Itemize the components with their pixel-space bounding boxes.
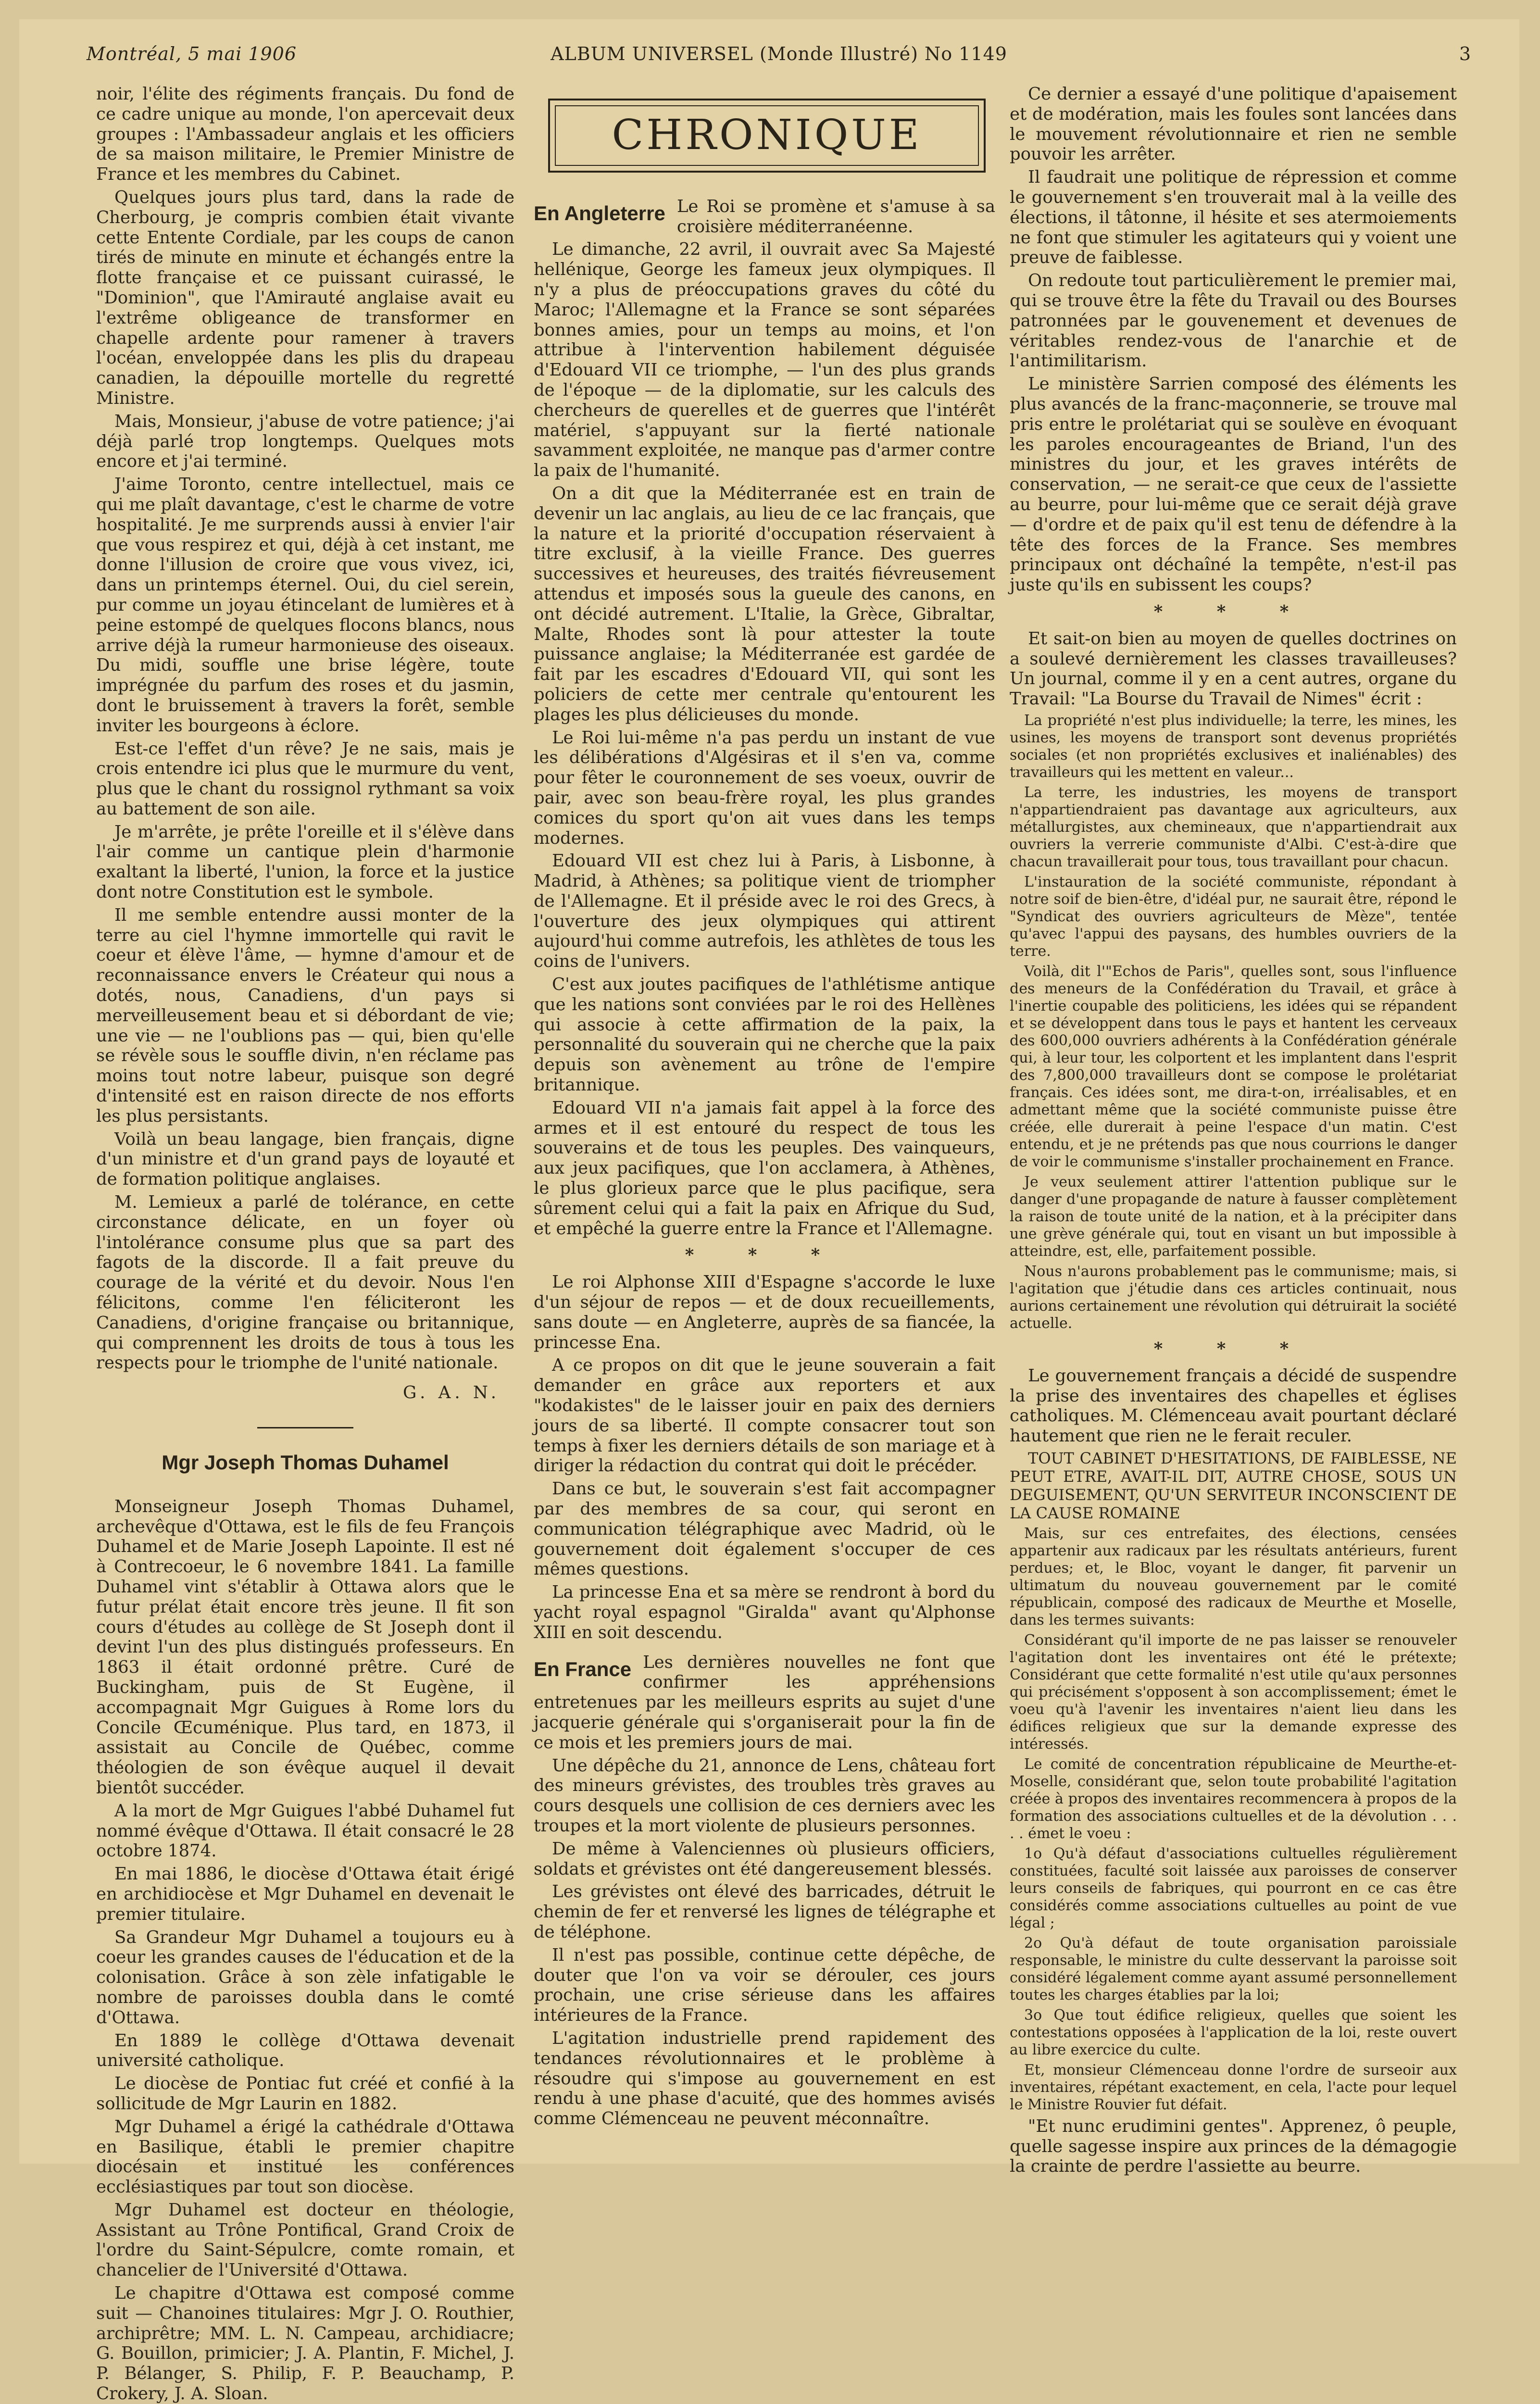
paragraph: 1o Qu'à défaut d'associations cultuelles régulièrement constituées, faculté soit laissée aux paroisses de conserver leurs conseils de fabriques, qui pourront en ce cas être considérés comme associations cultuelles au point de vue légal ; (1010, 1845, 1457, 1931)
lemieux-speech (96, 84, 514, 1373)
paragraph: La terre, les industries, les moyens de transport n'appartiendraient pas davantage aux agriculteurs, aux métallurgistes, aux chemineaux, que n'appartiendrait aux ouvriers la verrerie communiste d'Albi. C'est-à-dire que chacun travaillerait pour tous, tous travaillant pour chacun. (1010, 784, 1457, 870)
paragraph: Edouard VII n'a jamais fait appel à la force des armes et il est entouré du respect de tous les souverains et de tous les peuples. Des vainqueurs, aux jeux pacifiques, que l'on acclamera, à Athènes, le plus glorieux parce que le plus pacifique, sera sûrement celui qui a fait la paix en Afrique du Sud, et empêché la guerre entre la France et l'Allemagne. (534, 1098, 995, 1239)
paragraph: noir, l'élite des régiments français. Du fond de ce cadre unique au monde, l'on apercevait deux groupes : l'Ambassadeur anglais et les officiers de sa maison militaire, le Premier Ministre de France et les membres du Cabinet. (96, 84, 514, 185)
paragraph: Le comité de concentration républicaine de Meurthe-et-Moselle, considérant que, selon toute probabilité l'agitation créée à propos des inventaires recommencera à propos de la formation des associations cultuelles et de la dévolution . . . . . émet le voeu : (1010, 1755, 1457, 1842)
paragraph: Le dimanche, 22 avril, il ouvrait avec Sa Majesté hellénique, George les fameux jeux olympiques. Il n'y a plus de préoccupations graves du côté du Maroc; l'Allemagne et la France se sont séparées bonnes amies, pour un temps au moins, et l'on attribue à l'intervention habilement déguisée d'Edouard VII ce triomphe, — l'un des plus grands de l'époque — de la diplomatie, sur les calculs des chercheurs de querelles et de guerres que l'intérêt matériel, s'appuyant sur la fierté nationale savamment exploitée, ne manque pas d'armer contre la paix de l'humanité. (534, 239, 995, 481)
paragraph: Voilà un beau langage, bien français, digne d'un ministre et d'un grand pays de loyauté et de formation politique anglaises. (96, 1129, 514, 1189)
resolution-excerpt (1010, 1525, 1457, 2114)
header-title: ALBUM UNIVERSEL (Monde Illustré) No 1149 (551, 43, 1007, 64)
paragraph: Le Roi se promène et s'amuse à sa croisière méditerranéenne. (676, 196, 995, 237)
paragraph: Et sait-on bien au moyen de quelles doctrines on a soulevé dernièrement les classes travailleuses? Un journal, comme il y en a cent autres, organe du Travail: "La Bourse du Travail de Nimes" écrit : (1010, 628, 1457, 709)
paragraph: Sa Grandeur Mgr Duhamel a toujours eu à coeur les grandes causes de l'éducation et de la colonisation. Grâce à son zèle infatigable le nombre de paroisses doubla dans le comté d'Ottawa. (96, 1927, 514, 2028)
paragraph: Le ministère Sarrien composé des éléments les plus avancés de la franc-maçonnerie, se trouve mal pris entre le prolétariat qui se soulève en évoquant les paroles encourageantes de Briand, l'un des ministres du jour, et les graves intérêts de conservation, — ne serait-ce que ceux de l'assiette au beurre, pour lui-même que ce serait déjà grave — d'ordre et de paix qu'il est tenu de défendre à la tête des forces de la France. Ses membres principaux ont déchaîné la tempête, n'est-il pas juste qu'ils en subissent les coups? (1010, 374, 1457, 595)
header-page-number: 3 (1459, 43, 1471, 64)
paragraph: Voilà, dit l'"Echos de Paris", quelles sont, sous l'influence des meneurs de la Confédération du Travail, et grâce à l'inertie coupable des politiciens, les idées qui se répandent et se développent dans tous le pays et hantent les cerveaux des 600,000 ouvriers adhérents à la Confédération générale qui, à leur tour, les colportent et les implantent dans l'esprit des 7,800,000 travailleurs dont se compose le prolétariat français. Ces idées sont, me dira-t-on, irréalisables, et en admettant même que la société communiste puisse être créée, elle durerait à peine l'espace d'un matin. C'est entendu, et je ne prétends pas que nous courrions le danger de voir le communisme s'installer prochainement en France. (1010, 963, 1457, 1170)
paragraph: De même à Valenciennes où plusieurs officiers, soldats et grévistes ont été dangereusement blessés. (534, 1839, 995, 1879)
column-left (96, 84, 514, 2404)
france-section (534, 1653, 995, 2129)
chronique-title: CHRONIQUE (555, 105, 979, 166)
paragraph: A la mort de Mgr Guigues l'abbé Duhamel fut nommé évêque d'Ottawa. Il était consacré le 28 octobre 1874. (96, 1801, 514, 1861)
paragraph: Mais, sur ces entrefaites, des élections, censées appartenir aux radicaux par les résultats antérieurs, furent perdues; et, le Bloc, voyant le danger, fit parvenir un ultimatum du nouveau gouvernement par le comité républicain, composé des radicaux de Meurthe et Moselle, dans les termes suivants: (1010, 1525, 1457, 1628)
paragraph: Je m'arrête, je prête l'oreille et il s'élève dans l'air comme un cantique plein d'harmonie exaltant la liberté, l'union, la force et la justice dont notre Constitution est le symbole. (96, 822, 514, 902)
paragraph: Je veux seulement attirer l'attention publique sur le danger d'une propagande de nature à fausser complètement la raison de toute unité de la nation, et à la précipiter dans une grève générale qui, tout en visant un but impossible à atteindre, est, elle, parfaitement possible. (1010, 1173, 1457, 1260)
paragraph: Considérant qu'il importe de ne pas laisser se renouveler l'agitation dont les inventaires ont été le prétexte; Considérant que cette formalité n'est utile qu'aux personnes qui précisément s'opposent à son accomplissement; émet le voeu qu'à l'avenir les inventaires n'aient lieu dans les édifices religieux que sur la demande expresse des intéressés. (1010, 1631, 1457, 1753)
newspaper-page (19, 19, 1519, 2404)
paragraph: Monseigneur Joseph Thomas Duhamel, archevêque d'Ottawa, est le fils de feu François Duhamel et de Marie Joseph Lapointe. Il est né à Contrecoeur, le 6 novembre 1841. La famille Duhamel vint s'établir à Ottawa alors que le futur prélat était encore très jeune. Il fit son cours d'études au collège de St Joseph dont il devint l'un des plus distingués professeurs. En 1863 il était ordonné prêtre. Curé de Buckingham, puis de St Eugène, il accompagnait Mgr Guigues à Rome lors du Concile Œcuménique. Plus tard, en 1873, il assistait au Concile de Québec, comme théologien de son évêque auquel il devait bientôt succéder. (96, 1496, 514, 1798)
paragraph: Nous n'aurons probablement pas le communisme; mais, si l'agitation que j'étudie dans ces articles continuait, nous aurions certainement une révolution qui détruirait la société actuelle. (1010, 1263, 1457, 1332)
paragraph: Il me semble entendre aussi monter de la terre au ciel l'hymne immortelle qui ravit le coeur et élève l'âme, — hymne d'amour et de reconnaissance envers le Créateur qui nous a dotés, nous, Canadiens, d'un pays si merveilleusement beau et si débordant de vie; une vie — ne l'oublions pas — qui, bien qu'elle se révèle sous le souffle divin, n'en réclame pas moins tout notre labeur, puisque son degré d'intensité est en raison directe de nos efforts les plus persistants. (96, 905, 514, 1126)
paragraph: L'agitation industrielle prend rapidement des tendances révolutionnaires et le problème à résoudre qui s'impose au gouvernement en est rendu à une phase d'acuité, que des hommes avisés comme Clémenceau ne peuvent méconnaître. (534, 2028, 995, 2129)
rubric-england: En Angleterre (534, 201, 665, 225)
england-section (534, 197, 995, 1239)
paragraph: L'instauration de la société communiste, répondant à notre soif de bien-être, d'idéal pur, ne saurait être, répond le "Syndicat des ouvriers agriculteurs de Mèze", tentée qu'avec l'appui des paysans, des humbles ouvriers de la terre. (1010, 873, 1457, 960)
paragraph: La princesse Ena et sa mère se rendront à bord du yacht royal espagnol "Giralda" avant qu'Alphonse XIII en soit descendu. (534, 1582, 995, 1642)
france-continued (1010, 84, 1457, 595)
paragraph: Ce dernier a essayé d'une politique d'apaisement et de modération, mais les foules sont lancées dans le mouvement révolutionnaire et rien ne semble pouvoir les arrêter. (1010, 84, 1457, 164)
paragraph: 3o Que tout édifice religieux, quelles que soient les contestations opposées à l'application de la loi, reste ouvert au libre exercice du culte. (1010, 2006, 1457, 2058)
paragraph: Le Roi lui-même n'a pas perdu un instant de vue les délibérations d'Algésiras et il s'en va, comme pour fêter le couronnement de ses voeux, ouvrir de pair, avec son beau-frère royal, les plus grandes comices du sport qu'on ait vues dans les temps modernes. (534, 727, 995, 848)
paragraph: Mgr Duhamel a érigé la cathédrale d'Ottawa en Basilique, établi le premier chapitre diocésain et institué les conférences ecclésiastiques par tout son diocèse. (96, 2116, 514, 2197)
column-right (1010, 84, 1457, 2179)
paragraph: Les dernières nouvelles ne font que confirmer les appréhensions entretenues par les meilleurs esprits au sujet d'une jacquerie générale qui s'organiserait pour la fin de ce mois et les premiers jours de mai. (534, 1652, 995, 1753)
paragraph: Une dépêche du 21, annonce de Lens, château fort des mineurs grévistes, des troubles très graves au cours desquels une collision de ces derniers avec les troupes et la mort violente de plusieurs personnes. (534, 1755, 995, 1836)
section-title: Mgr Joseph Thomas Duhamel (162, 1451, 449, 1474)
paragraph: M. Lemieux a parlé de tolérance, en cette circonstance délicate, en un foyer où l'intolérance consume plus que sa part des fagots de la discorde. Il a fait preuve du courage de la vérité et du devoir. Nous l'en félicitons, comme l'en féliciteront les Canadiens, d'origine française ou britannique, qui comprennent les droits de tous à tous les respects pour le triomphe de l'unité nationale. (96, 1192, 514, 1373)
paragraph: On a dit que la Méditerranée est en train de devenir un lac anglais, au lieu de ce lac français, que la nature et la priorité d'occupation réservaient à titre exclusif, à la vieille France. Des guerres successives et heureuses, des traités fiévreusement attendus et imposés sous la gueule des canons, en ont décidé autrement. L'Italie, la Grèce, Gibraltar, Malte, Rhodes sont là pour attester la toute puissance anglaise; la Méditerranée est gardée de fait par les escadres d'Edouard VII, qui sont les policiers de cette mer centrale qu'entourent les plages les plus délicieuses du monde. (534, 483, 995, 725)
separator-stars: * * * (1153, 1339, 1313, 1359)
rubric-france: En France (534, 1657, 632, 1680)
chronique-banner (548, 99, 986, 173)
paragraph: J'aime Toronto, centre intellectuel, mais ce qui me plaît davantage, c'est le charme de votre hospitalité. Je me surprends aussi à envier l'air que vous respirez et qui, déjà à cet instant, me donne l'illusion de croire que vous vivez, ici, dans un printemps éternel. Oui, du ciel serein, pur comme un joyau étincelant de lumières et à peine estompé de quelques flocons blancs, nous arrive déjà la rumeur harmonieuse des oiseaux. Du midi, souffle une brise légère, toute imprégnée du parfum des roses et du jasmin, dont le bruissement à travers la forêt, semble inviter les bourgeons à éclore. (96, 475, 514, 736)
paragraph: Le roi Alphonse XIII d'Espagne s'accorde le luxe d'un séjour de repos — et de doux recueillements, sans doute — en Angleterre, auprès de sa fiancée, la princesse Ena. (534, 1272, 995, 1352)
paragraph: En mai 1886, le diocèse d'Ottawa était érigé en archidiocèse et Mgr Duhamel en devenait le premier titulaire. (96, 1864, 514, 1924)
paragraph: On redoute tout particulièrement le premier mai, qui se trouve être la fête du Travail ou des Bourses patronnées par le gouvenement et devenues de véritables rendez-vous de l'anarchie et de l'antimilitarism. (1010, 271, 1457, 371)
paragraph: Le gouvernement français a décidé de suspendre la prise des inventaires des chapelles et églises catholiques. M. Clémenceau avait pourtant déclaré hautement que rien ne le ferait reculer. (1010, 1365, 1457, 1446)
header-date: Montréal, 5 mai 1906 (87, 43, 297, 64)
paragraph: Le diocèse de Pontiac fut créé et confié à la sollicitude de Mgr Laurin en 1882. (96, 2074, 514, 2114)
quoted-excerpt (1010, 712, 1457, 1332)
paragraph: La propriété n'est plus individuelle; la terre, les mines, les usines, les moyens de transport sont devenus propriétés sociales (et non propriétés exclusives et inaliénables) des travailleurs qui les mettent en valeur... (1010, 712, 1457, 781)
section-divider (257, 1427, 353, 1428)
closing-paragraph: "Et nunc erudimini gentes". Apprenez, ô peuple, quelle sagesse inspire aux princes de la démagogie la crainte de perdre l'assiette au beurre. (1010, 2116, 1457, 2177)
column-middle (534, 84, 995, 2132)
paragraph: 2o Qu'à défaut de toute organisation paroissiale responsable, le ministre du culte desservant la paroisse soit considéré légalement comme ayant assumé personnellement toutes les charges établies par la loi; (1010, 1934, 1457, 2003)
caps-heading: TOUT CABINET D'HESITATIONS, DE FAIBLESSE, NE PEUT ETRE, AVAIT-IL DIT, AUTRE CHOSE, SOUS UN DEGUISEMENT, QU'UN SERVITEUR INCONSCIENT DE LA CAUSE ROMAINE (1010, 1449, 1457, 1522)
paragraph: En 1889 le collège d'Ottawa devenait université catholique. (96, 2030, 514, 2071)
paragraph: Le chapitre d'Ottawa est composé comme suit — Chanoines titulaires: Mgr J. O. Routhier, archiprêtre; MM. L. N. Campeau, archidiacre; G. Bouillon, primicier; J. A. Plantin, F. Michel, J. P. Bélanger, S. Philip, F. P. Beauchamp, P. Crokery, J. A. Sloan. (96, 2283, 514, 2404)
paragraph: Mgr Duhamel est docteur en théologie, Assistant au Trône Pontifical, Grand Croix de l'ordre du Saint-Sépulcre, comte romain, et chancelier de l'Université d'Ottawa. (96, 2200, 514, 2280)
paragraph: Il faudrait une politique de répression et comme le gouvernement s'en trouverait mal à la veille des élections, il tâtonne, il hésite et ses atermoiements ne font que stimuler les agitateurs qui y voient une preuve de faiblesse. (1010, 167, 1457, 268)
paragraph: Dans ce but, le souverain s'est fait accompagner par des membres de sa cour, qui seront en communication télégraphique avec Madrid, où le gouvernement doit également s'occuper de ces mêmes questions. (534, 1479, 995, 1579)
page-header (87, 43, 1471, 72)
paragraph: A ce propos on dit que le jeune souverain a fait demander en grâce aux reporters et aux "kodakistes" de le laisser jouir en paix des derniers jours de sa liberté. Il compte consacrer tout son temps à fixer les derniers détails de son mariage et à diriger la rédaction du contrat qui doit le précéder. (534, 1355, 995, 1476)
paragraph: Est-ce l'effet d'un rêve? Je ne sais, mais je crois entendre ici plus que le murmure du vent, plus que le chant du rossignol rythmant sa voix au battement de son aile. (96, 739, 514, 819)
paragraph: Il n'est pas possible, continue cette dépêche, de douter que l'on va voir se dérouler, ces jours prochain, une crise sérieuse dans les affaires intérieures de la France. (534, 1945, 995, 2026)
paragraph: Et, monsieur Clémenceau donne l'ordre de surseoir aux inventaires, répétant exactement, en cela, l'acte pour lequel le Ministre Rouvier fut défait. (1010, 2061, 1457, 2113)
signature: G. A. N. (403, 1383, 500, 1403)
separator-stars: * * * (685, 1245, 844, 1265)
separator-stars: * * * (1153, 601, 1313, 622)
paragraph: Quelques jours plus tard, dans la rade de Cherbourg, je compris combien était vivante cette Entente Cordiale, par les coups de canon tirés de minute en minute et échangés entre la flotte française et ce puissant cuirassé, le "Dominion", que l'Amirauté anglaise avait eu l'extrême obligeance de transformer en chapelle ardente pour ramener à travers l'océan, enveloppée dans les plis du drapeau canadien, la dépouille mortelle du regretté Ministre. (96, 187, 514, 408)
paragraph: C'est aux joutes pacifiques de l'athlétisme antique que les nations sont conviées par le roi des Hellènes qui associe à cette affirmation de la paix, la personnalité du souverain qui ne cherche que la paix depuis son avènement au trône de l'empire britannique. (534, 975, 995, 1095)
paragraph: Edouard VII est chez lui à Paris, à Lisbonne, à Madrid, à Athènes; sa politique vient de triompher de l'Allemagne. Et il préside avec le roi des Grecs, à l'ouverture des jeux olympiques qui attirent aujourd'hui comme autrefois, les athlètes de tous les coins de l'univers. (534, 851, 995, 972)
duhamel-biography (96, 1497, 514, 2404)
spain-section (534, 1272, 995, 1642)
paragraph: Mais, Monsieur, j'abuse de votre patience; j'ai déjà parlé trop longtemps. Quelques mots encore et j'ai terminé. (96, 411, 514, 472)
paragraph: Les grévistes ont élevé des barricades, détruit le chemin de fer et renversé les lignes de télégraphe et de téléphone. (534, 1882, 995, 1942)
